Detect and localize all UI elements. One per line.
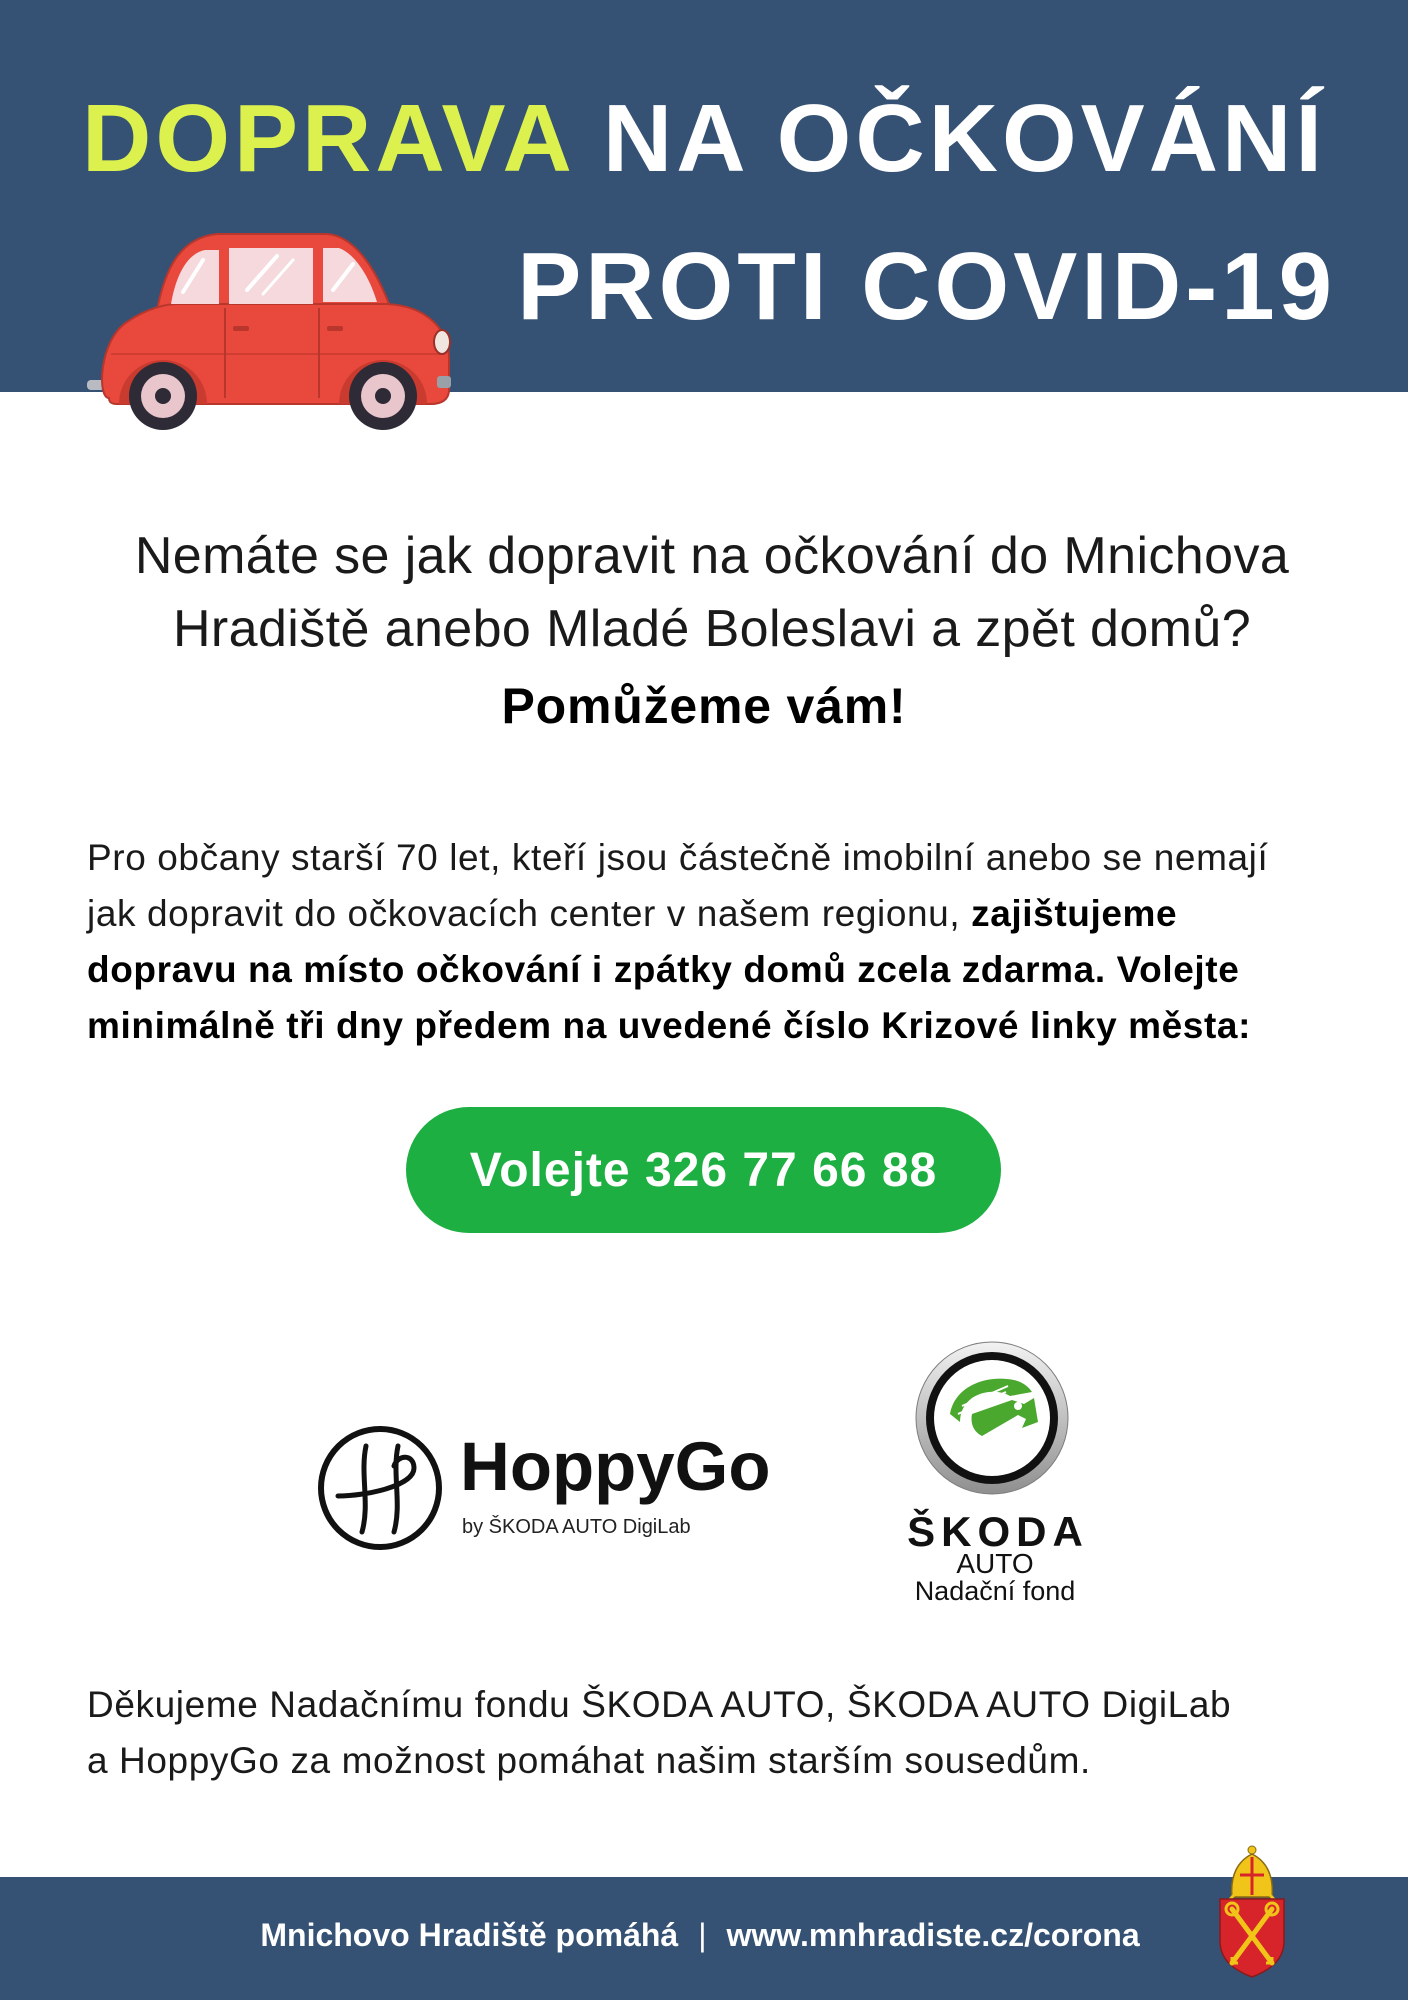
skoda-winged-arrow-icon — [914, 1340, 1070, 1496]
car-windows — [171, 248, 377, 304]
call-phone-button[interactable]: Volejte 326 77 66 88 — [406, 1107, 1001, 1233]
car-front-wheel — [349, 362, 417, 430]
skoda-fund-label: Nadační fond — [914, 1576, 1076, 1606]
info-paragraph — [87, 830, 1312, 1054]
car-headlight — [434, 330, 450, 354]
footer-separator: | — [698, 1917, 707, 1953]
car-front-bumper — [437, 376, 451, 388]
page-title-line1 — [0, 85, 1408, 192]
intro-emphasis: Pomůžeme vám! — [501, 678, 907, 734]
page-title-line2: PROTI COVID-19 — [517, 233, 1336, 340]
thanks-line-1: Děkujeme Nadačnímu fondu ŠKODA AUTO, ŠKODA AUTO DigiLab — [87, 1684, 1232, 1725]
hoppygo-tagline: by ŠKODA AUTO DigiLab — [462, 1516, 691, 1538]
town-coat-of-arms-icon — [1212, 1845, 1292, 1979]
skoda-auto-label: AUTO — [956, 1548, 1034, 1579]
thanks-line-2: a HoppyGo za možnost pomáhat našim starším sousedům. — [87, 1740, 1091, 1781]
footer-text — [0, 1915, 1400, 1955]
footer-org: Mnichovo Hradiště pomáhá — [260, 1917, 679, 1953]
footer-band — [0, 1877, 1408, 2000]
title-highlight: DOPRAVA — [81, 85, 573, 192]
footer-url-link[interactable]: www.mnhradiste.cz/corona — [726, 1917, 1140, 1953]
car-rear-wheel — [129, 362, 197, 430]
skoda-brand: ŠKODA — [907, 1508, 1089, 1555]
intro-line-1: Nemáte se jak dopravit na očkování do Mnichova — [134, 527, 1290, 585]
intro-line-2: Hradiště anebo Mladé Boleslavi a zpět domů? — [172, 600, 1252, 658]
title-rest: NA OČKOVÁNÍ — [602, 85, 1327, 192]
hoppygo-name: HoppyGo — [460, 1428, 771, 1505]
red-car-illustration — [87, 230, 453, 434]
hoppygo-logo-icon — [316, 1424, 444, 1552]
info-text-normal: Pro občany starší 70 let, kteří jsou částečně imobilní anebo se nemají jak dopravit do očkovacích center v našem regionu, — [87, 837, 1269, 934]
info-text-bold: zajištujeme dopravu na místo očkování i zpátky domů zcela zdarma. Volejte minimálně tři dny předem na uvedené číslo Krizové linky města: — [87, 893, 1252, 1046]
